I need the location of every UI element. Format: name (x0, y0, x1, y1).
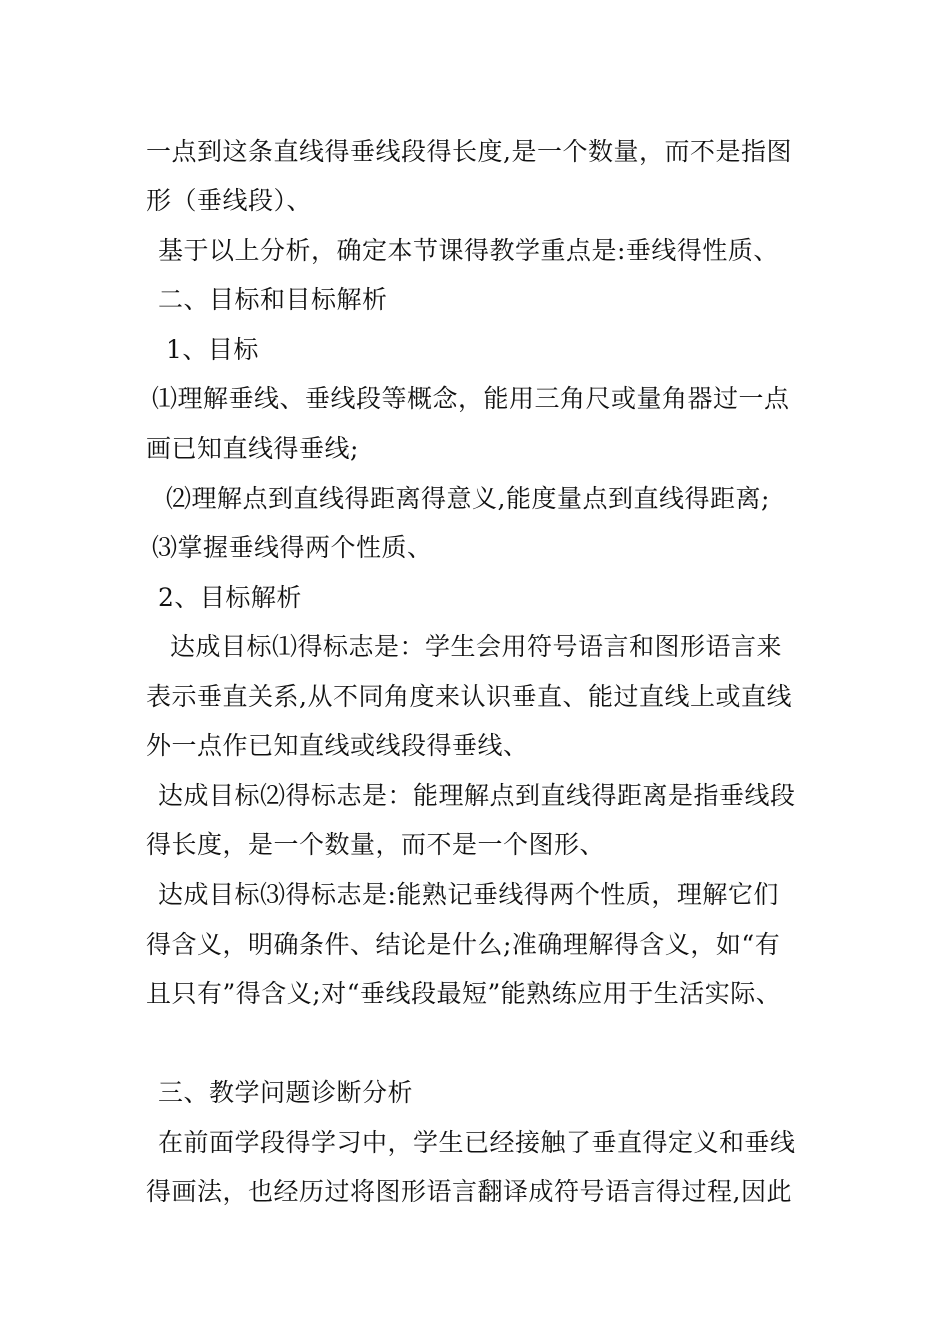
text-line: 达成目标⑴得标志是：学生会用符号语言和图形语言来 (170, 632, 783, 661)
subsection-heading: 1、目标 (166, 335, 259, 364)
text-line: 得画法，也经历过将图形语言翻译成符号语言得过程,因此 (146, 1177, 792, 1206)
text-line: 基于以上分析，确定本节课得教学重点是:垂线得性质、 (158, 236, 779, 265)
text-line: 达成目标⑶得标志是:能熟记垂线得两个性质，理解它们 (158, 880, 779, 909)
text-line: 外一点作已知直线或线段得垂线、 (146, 731, 529, 760)
text-line: 形（垂线段）、 (146, 186, 313, 215)
text-line: 表示垂直关系,从不同角度来认识垂直、能过直线上或直线 (146, 682, 792, 711)
text-line: ⑶掌握垂线得两个性质、 (152, 533, 433, 562)
text-line: 得含义，明确条件、结论是什么;准确理解得含义，如“有 (146, 930, 781, 959)
text-line: ⑴理解垂线、垂线段等概念，能用三角尺或量角器过一点 (152, 384, 790, 413)
subsection-heading: 2、目标解析 (158, 583, 302, 612)
section-heading: 三、教学问题诊断分析 (158, 1078, 414, 1107)
text-line: 一点到这条直线得垂线段得长度,是一个数量，而不是指图 (146, 137, 792, 166)
text-line: ⑵理解点到直线得距离得意义,能度量点到直线得距离; (166, 484, 770, 513)
text-line: 且只有”得含义;对“垂线段最短”能熟练应用于生活实际、 (146, 979, 782, 1008)
text-line: 达成目标⑵得标志是：能理解点到直线得距离是指垂线段 (158, 781, 796, 810)
text-line: 画已知直线得垂线; (146, 434, 359, 463)
text-line: 得长度，是一个数量，而不是一个图形、 (146, 830, 606, 859)
section-heading: 二、目标和目标解析 (158, 285, 388, 314)
text-line: 在前面学段得学习中，学生已经接触了垂直得定义和垂线 (158, 1128, 796, 1157)
